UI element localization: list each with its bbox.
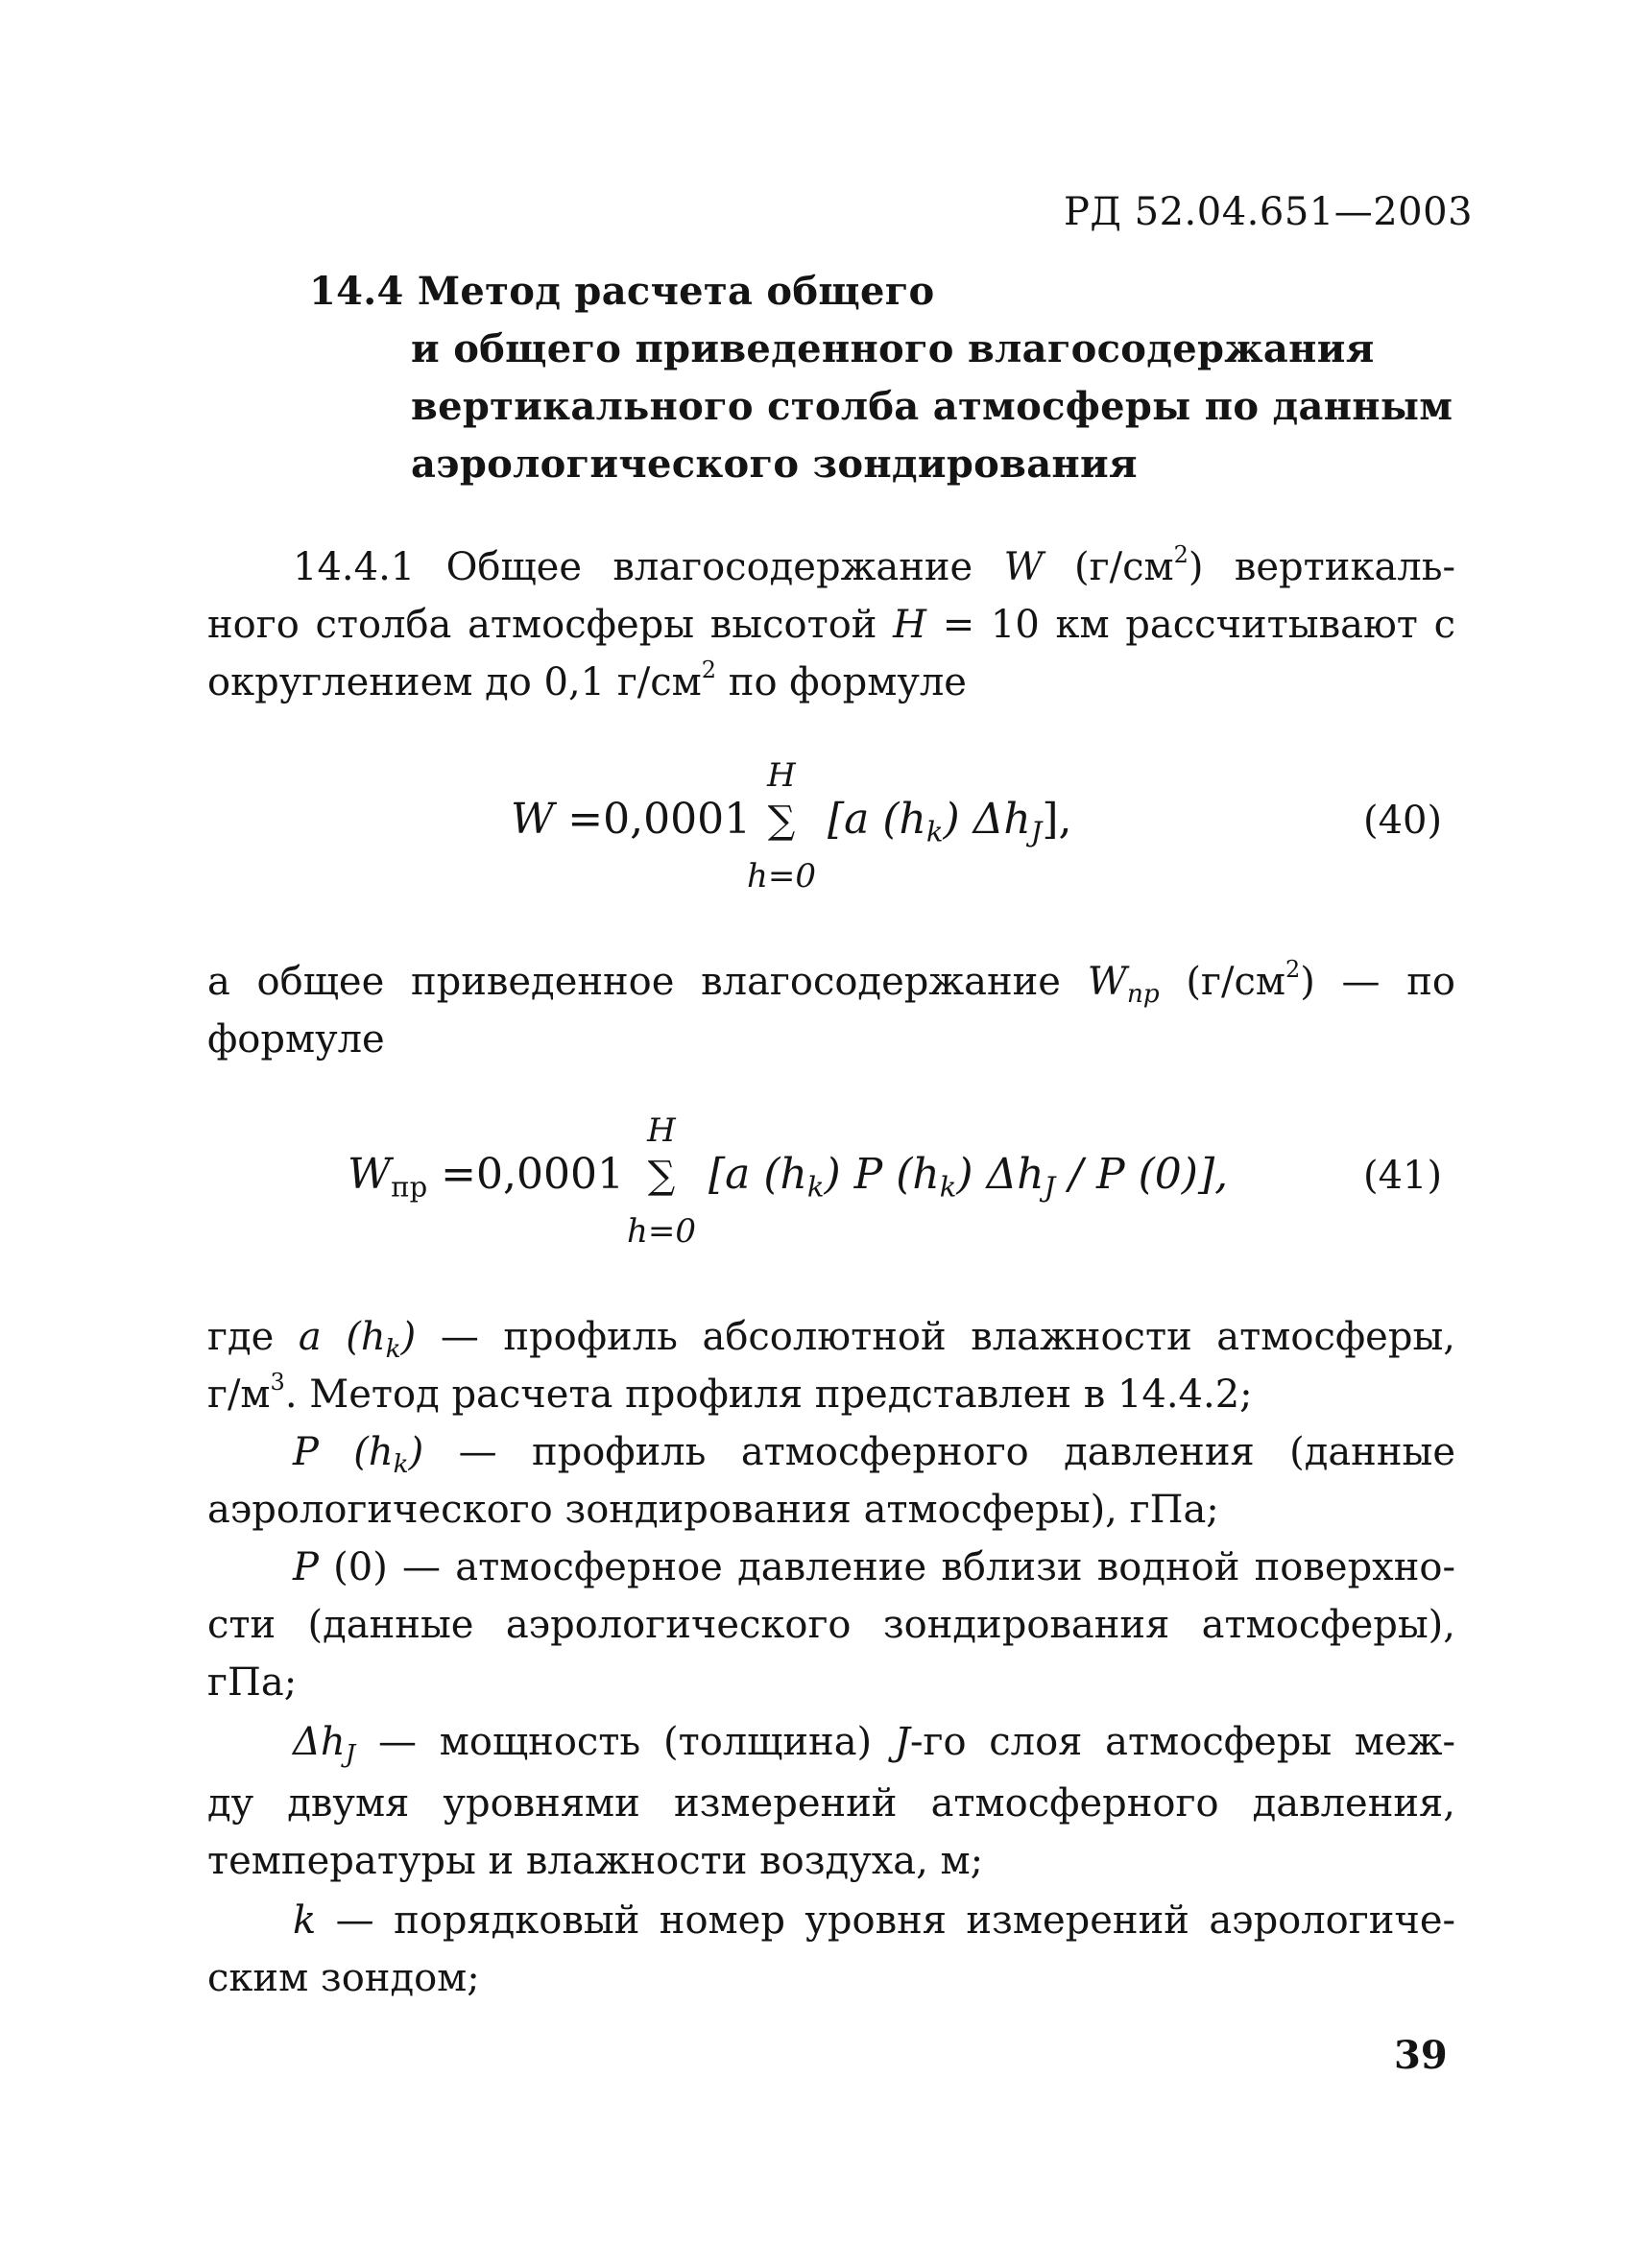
document-code: РД 52.04.651—2003 (1064, 190, 1474, 234)
sum-upper-limit: H (647, 1111, 676, 1150)
definition-line: сти (данные аэрологического зондирования атмосферы), (207, 1603, 1455, 1647)
paragraph-line: а общее приведенное влагосодержание $W_{пр}$ $(г/см^2)$ — по (207, 956, 1455, 1009)
sum-lower-limit: h=0 (746, 857, 817, 895)
sum-upper-limit: H (767, 756, 796, 795)
clause-number: 14.4.1 (293, 545, 416, 589)
formula-40-lhs: W =0,0001 (511, 795, 752, 844)
symbol-W: W (1003, 545, 1044, 589)
formula-41-body: [a $(h_k)$ P $(h_k)$ $\Delta h_J$ / P (0)], (708, 1150, 1229, 1204)
definition-line: гПа; (207, 1660, 298, 1705)
section-title-line: вертикального столба атмосферы по данным (411, 384, 1453, 429)
definition-line: P (0) — атмосферное давление вблизи водной поверхно- (293, 1545, 1455, 1589)
symbol-H: H (893, 603, 927, 647)
equation-number-40: (40) (1363, 799, 1443, 843)
definition-line: $\Delta h_J$ — мощность (толщина) J-го слоя атмосферы меж- (293, 1720, 1456, 1769)
definition-line: температуры и влажности воздуха, м; (207, 1839, 984, 1883)
definition-line: k — порядковый номер уровня измерений аэрологиче- (293, 1898, 1455, 1943)
definition-line: P $(h_k)$ — профиль атмосферного давления (данные (293, 1430, 1455, 1479)
definition-line: ду двумя уровнями измерений атмосферного давления, (207, 1781, 1455, 1826)
sigma-symbol: ∑ (647, 1154, 676, 1198)
paragraph-line (207, 603, 1455, 647)
section-title-line: Метод расчета общего (417, 269, 935, 314)
paragraph-line: округлением до 0,1 $г/см^2$ по формуле (207, 657, 967, 704)
section-number: 14.4 (309, 269, 404, 314)
paragraph-line (293, 541, 1455, 589)
definition-line: где a $(h_k)$ — профиль абсолютной влажности атмосферы, (207, 1315, 1456, 1364)
text: Общее влагосодержание (445, 545, 973, 589)
text: = 10 км рассчитывают с (942, 603, 1456, 647)
formula-41-lhs: $W_{пр} =0,0001$ (348, 1150, 624, 1204)
formula-40-body: [a $(h_k)$ $\Delta h_J$], (828, 795, 1072, 848)
sigma-symbol: ∑ (767, 799, 796, 843)
text: ного столба атмосферы высотой (207, 603, 877, 647)
section-title-line: и общего приведенного влагосодержания (411, 326, 1375, 371)
page-number: 39 (1394, 2033, 1448, 2078)
section-title-line: аэрологического зондирования (411, 442, 1138, 487)
equation-number-41: (41) (1363, 1154, 1443, 1198)
paragraph-line: формуле (207, 1017, 385, 1062)
unit: $(г/см^2)$ вертикаль- (1074, 541, 1455, 589)
definition-line: $г/м^3$. Метод расчета профиля представлен в 14.4.2; (207, 1369, 1253, 1417)
definition-line: аэрологического зондирования атмосферы), гПа; (207, 1488, 1219, 1532)
section-heading-line-1 (309, 269, 935, 314)
sum-lower-limit: h=0 (626, 1212, 697, 1251)
definition-line: ским зондом; (207, 1956, 480, 2000)
